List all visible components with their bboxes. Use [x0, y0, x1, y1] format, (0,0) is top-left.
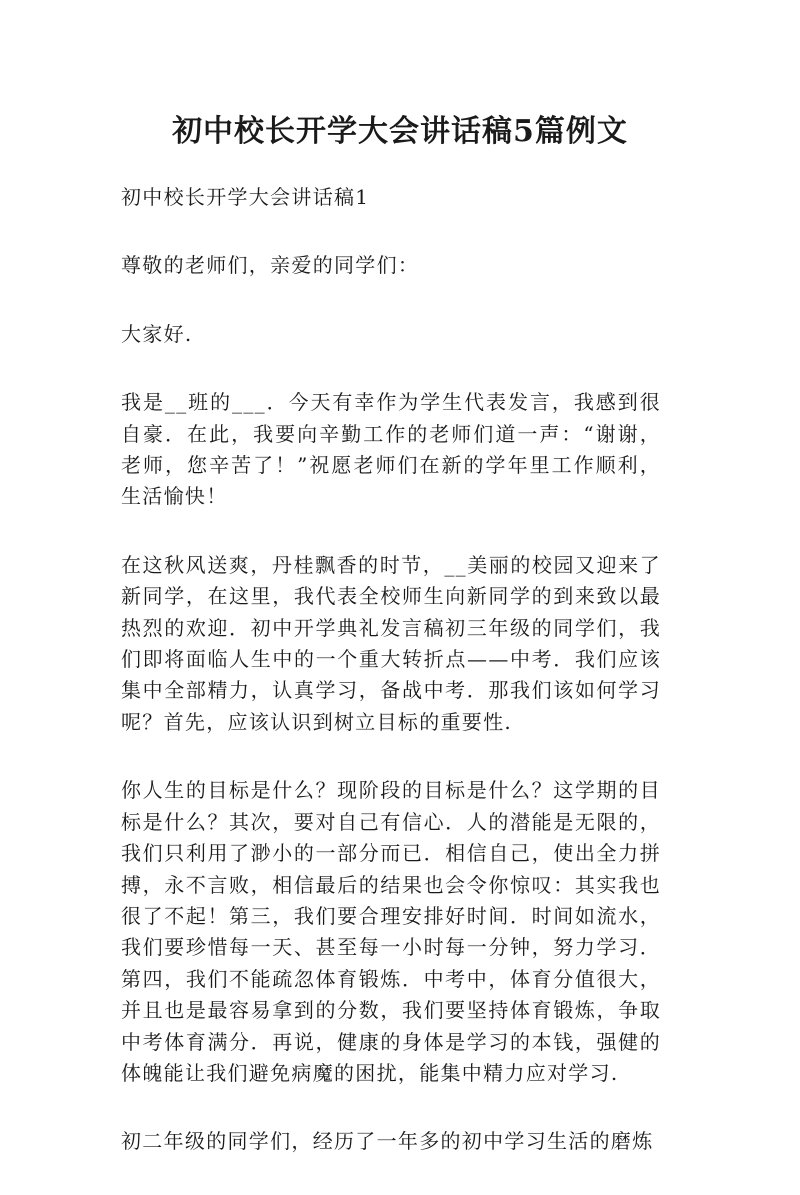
body-paragraph: 你人生的目标是什么？现阶段的目标是什么？这学期的目标是什么？其次，要对自己有信心．人的潜能是无限的，我们只利用了渺小的一部分而已．相信自己，使出全力拼搏，永不言败，相信最后的结果也会令你惊叹：其实我也很了不起！第三，我们要合理安排好时间．时间如流水，我们要珍惜每一天、甚至每一小时每一分钟，努力学习．第四，我们不能疏忽体育锻炼．中考中，体育分值很大，并且也是最容易拿到的分数，我们要坚持体育锻炼，争取中考体育满分．再说，健康的身体是学习的本钱，强健的体魄能让我们避免病魔的困扰，能集中精力应对学习.	[121, 778, 661, 1085]
document-body	[121, 182, 661, 1195]
body-paragraph: 初二年级的同学们，经历了一年多的初中学习生活的磨炼	[121, 1129, 654, 1154]
body-paragraph: 在这秋风送爽，丹桂飘香的时节，__美丽的校园又迎来了新同学，在这里，我代表全校师生向新同学的到来致以最热烈的欢迎．初中开学典礼发言稿初三年级的同学们，我们即将面临人生中的一个重大转折点——中考．我们应该集中全部精力，认真学习，备战中考．那我们该如何学习呢？首先，应该认识到树立目标的重要性.	[121, 552, 661, 734]
salutation: 尊敬的老师们，亲爱的同学们：	[121, 253, 420, 278]
body-paragraph: 我是__班的___．今天有幸作为学生代表发言，我感到很自豪．在此，我要向辛勤工作的老师们道一声：“谢谢，老师，您辛苦了！”祝愿老师们在新的学年里工作顺利，生活愉快！	[121, 390, 661, 509]
section-heading: 初中校长开学大会讲话稿1	[121, 185, 370, 209]
document-title: 初中校长开学大会讲话稿5篇例文	[172, 114, 628, 149]
greeting: 大家好.	[121, 321, 193, 346]
